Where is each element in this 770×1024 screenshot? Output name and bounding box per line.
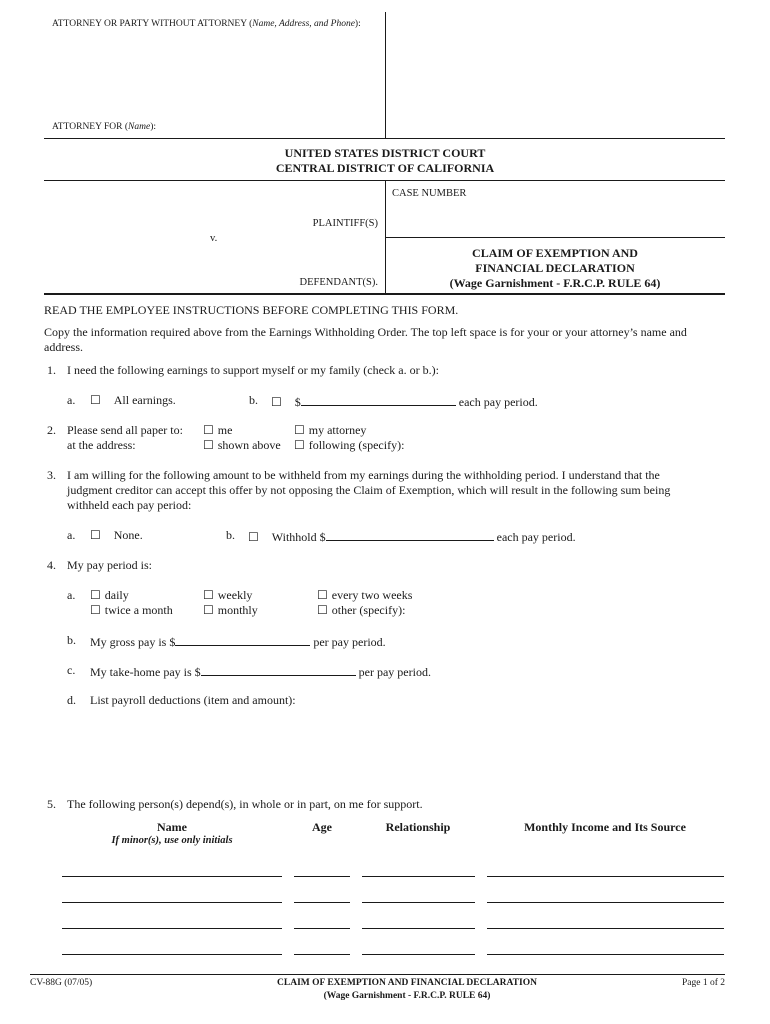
item2-number: 2. [47, 423, 56, 437]
item2-line2: at the address: [67, 438, 136, 452]
item5-text: The following person(s) depend(s), in whole or in part, on me for support. [67, 797, 423, 811]
plaintiff-label: PLAINTIFF(S) [312, 218, 378, 229]
dependent-income-field[interactable] [487, 876, 724, 877]
dependent-relationship-field[interactable] [362, 876, 475, 877]
attorney-for-label: ATTORNEY FOR (Name): [52, 122, 156, 132]
pay-twice-month-option[interactable]: ☐ twice a month [90, 603, 173, 617]
pay-monthly-option[interactable]: ☐ monthly [203, 603, 258, 617]
dependent-age-field[interactable] [294, 902, 350, 903]
item1-text: I need the following earnings to support myself or my family (check a. or b.): [67, 363, 439, 377]
checkbox-icon[interactable]: ☐ [203, 438, 214, 452]
item1-number: 1. [47, 363, 56, 377]
item1-b-option[interactable] [271, 393, 538, 410]
dependent-name-field[interactable] [62, 876, 282, 877]
dependent-name-field[interactable] [62, 954, 282, 955]
payroll-deductions-label: List payroll deductions (item and amount): [90, 693, 296, 707]
gross-pay-row: My gross pay is $ per pay period. [90, 635, 386, 649]
dependent-relationship-field[interactable] [362, 902, 475, 903]
gross-pay-field[interactable] [175, 633, 310, 646]
checkbox-icon[interactable]: ☐ [317, 603, 328, 617]
item4-c-letter: c. [67, 663, 76, 677]
item3-a-option[interactable]: ☐ None. [90, 528, 143, 542]
item4-a-letter: a. [67, 588, 76, 602]
col-header-name-note: If minor(s), use only initials [111, 835, 233, 846]
item3-b-letter: b. [226, 528, 235, 542]
court-name: UNITED STATES DISTRICT COURT [284, 146, 486, 160]
checkbox-icon[interactable]: ☐ [203, 588, 214, 602]
header-rule-1 [44, 138, 725, 139]
pay-other-option[interactable]: ☐ other (specify): [317, 603, 406, 617]
read-instructions: READ THE EMPLOYEE INSTRUCTIONS BEFORE COMPLETING THIS FORM. [44, 303, 459, 317]
item1-a-option[interactable] [90, 393, 176, 408]
dependent-relationship-field[interactable] [362, 954, 475, 955]
checkbox-icon[interactable]: ☐ [294, 438, 305, 452]
item3-line3: withheld each pay period: [67, 498, 192, 512]
defendant-label: DEFENDANT(S). [299, 277, 378, 288]
item4-b-letter: b. [67, 633, 76, 647]
checkbox-icon[interactable]: ☐ [203, 603, 214, 617]
header-divider-top [385, 12, 386, 138]
item2-attorney-option[interactable]: ☐ my attorney [294, 423, 367, 437]
item1-a-label: All earnings. [113, 393, 176, 407]
court-district: CENTRAL DISTRICT OF CALIFORNIA [275, 161, 495, 175]
checkbox-icon[interactable]: ☐ [90, 393, 101, 407]
item1-b-suffix: each pay period. [458, 395, 538, 409]
col-header-income: Monthly Income and Its Source [524, 820, 686, 834]
checkbox-icon[interactable]: ☐ [271, 395, 282, 409]
item4-number: 4. [47, 558, 56, 572]
footer-page-number: Page 1 of 2 [681, 978, 725, 988]
footer-title-line2: (Wage Garnishment - F.R.C.P. RULE 64) [323, 991, 491, 1001]
attorney-party-label: ATTORNEY OR PARTY WITHOUT ATTORNEY (Name, Address, and Phone): [52, 19, 361, 29]
checkbox-icon[interactable]: ☐ [294, 423, 305, 437]
dependent-income-field[interactable] [487, 928, 724, 929]
pay-daily-option[interactable]: ☐ daily [90, 588, 129, 602]
col-header-relationship: Relationship [385, 820, 451, 834]
item3-a-letter: a. [67, 528, 76, 542]
pay-weekly-option[interactable]: ☐ weekly [203, 588, 253, 602]
take-home-pay-field[interactable] [201, 663, 356, 676]
item3-number: 3. [47, 468, 56, 482]
item4-d-letter: d. [67, 693, 76, 707]
item3-b-option[interactable]: ☐ Withhold $ each pay period. [248, 530, 576, 544]
take-home-pay-row: My take-home pay is $ per pay period. [90, 665, 431, 679]
copy-instructions-line2: address. [44, 340, 83, 354]
col-header-age: Age [312, 820, 332, 834]
item5-number: 5. [47, 797, 56, 811]
form-title-line1: CLAIM OF EXEMPTION AND [472, 246, 638, 260]
checkbox-icon[interactable]: ☐ [90, 588, 101, 602]
dependent-age-field[interactable] [294, 876, 350, 877]
footer-title-line1: CLAIM OF EXEMPTION AND FINANCIAL DECLARATION [277, 978, 537, 988]
item1-amount-field[interactable] [301, 393, 456, 406]
pay-every-two-weeks-option[interactable]: ☐ every two weeks [317, 588, 413, 602]
footer-form-id: CV-88G (07/05) [30, 978, 93, 988]
item1-b-dollar: $ [294, 395, 301, 409]
checkbox-icon[interactable]: ☐ [317, 588, 328, 602]
header-rule-3 [44, 293, 725, 295]
form-title-line3: (Wage Garnishment - F.R.C.P. RULE 64) [449, 276, 661, 290]
item2-following-option[interactable]: ☐ following (specify): [294, 438, 405, 452]
checkbox-icon[interactable]: ☐ [90, 603, 101, 617]
item3-line1: I am willing for the following amount to be withheld from my earnings during the withholding period. I understand that the [67, 468, 660, 482]
dependent-name-field[interactable] [62, 902, 282, 903]
dependent-name-field[interactable] [62, 928, 282, 929]
item1-a-letter: a. [67, 393, 76, 407]
col-header-name: Name [157, 820, 187, 834]
form-title-line2: FINANCIAL DECLARATION [475, 261, 635, 275]
checkbox-icon[interactable]: ☐ [203, 423, 214, 437]
item4-text: My pay period is: [67, 558, 152, 572]
dependent-age-field[interactable] [294, 928, 350, 929]
footer-rule [30, 974, 725, 975]
item2-me-option[interactable]: ☐ me [203, 423, 233, 437]
case-number-rule [385, 237, 725, 238]
item2-shown-above-option[interactable]: ☐ shown above [203, 438, 281, 452]
copy-instructions-line1: Copy the information required above from the Earnings Withholding Order. The top left space is for your or your attorney’s name and [44, 325, 687, 339]
dependent-income-field[interactable] [487, 902, 724, 903]
versus-label: v. [210, 233, 218, 244]
item3-amount-field[interactable] [326, 528, 494, 541]
dependent-relationship-field[interactable] [362, 928, 475, 929]
item1-b-letter: b. [249, 393, 258, 407]
checkbox-icon[interactable]: ☐ [90, 528, 101, 542]
dependent-age-field[interactable] [294, 954, 350, 955]
case-number-label: CASE NUMBER [392, 188, 467, 199]
item2-line1: Please send all paper to: [67, 423, 183, 437]
checkbox-icon[interactable]: ☐ [248, 530, 259, 544]
dependent-income-field[interactable] [487, 954, 724, 955]
item3-line2: judgment creditor can accept this offer by not opposing the Claim of Exemption, which will result in the following sum being [67, 483, 671, 497]
